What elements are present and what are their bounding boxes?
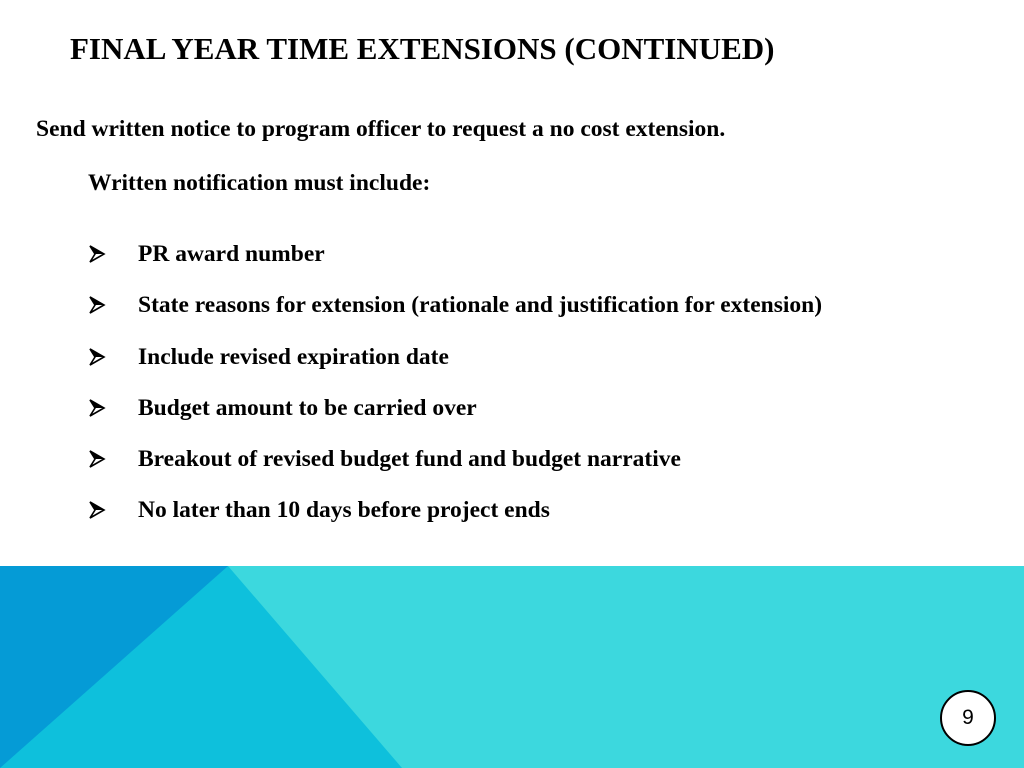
subintro-text: Written notification must include: (88, 170, 431, 196)
arrowhead-bullet-icon (88, 494, 110, 526)
arrowhead-bullet-icon (88, 443, 110, 475)
page-number: 9 (940, 690, 996, 746)
intro-text: Send written notice to program officer to request a no cost extension. (36, 116, 726, 142)
bullet-text: State reasons for extension (rationale and justification for extension) (138, 292, 823, 319)
arrowhead-bullet-icon (88, 238, 110, 270)
bullet-text: Budget amount to be carried over (138, 394, 477, 421)
bullet-text: No later than 10 days before project ends (138, 497, 550, 524)
arrowhead-bullet-icon (88, 392, 110, 424)
bullet-text: Include revised expiration date (138, 343, 449, 370)
decorative-band (0, 566, 1024, 768)
bullet-text: PR award number (138, 241, 325, 267)
arrowhead-bullet-icon (88, 341, 110, 373)
bullet-text: Breakout of revised budget fund and budget narrative (138, 446, 681, 473)
slide-title: FINAL YEAR TIME EXTENSIONS (CONTINUED) (70, 31, 775, 66)
arrowhead-bullet-icon (88, 289, 110, 321)
